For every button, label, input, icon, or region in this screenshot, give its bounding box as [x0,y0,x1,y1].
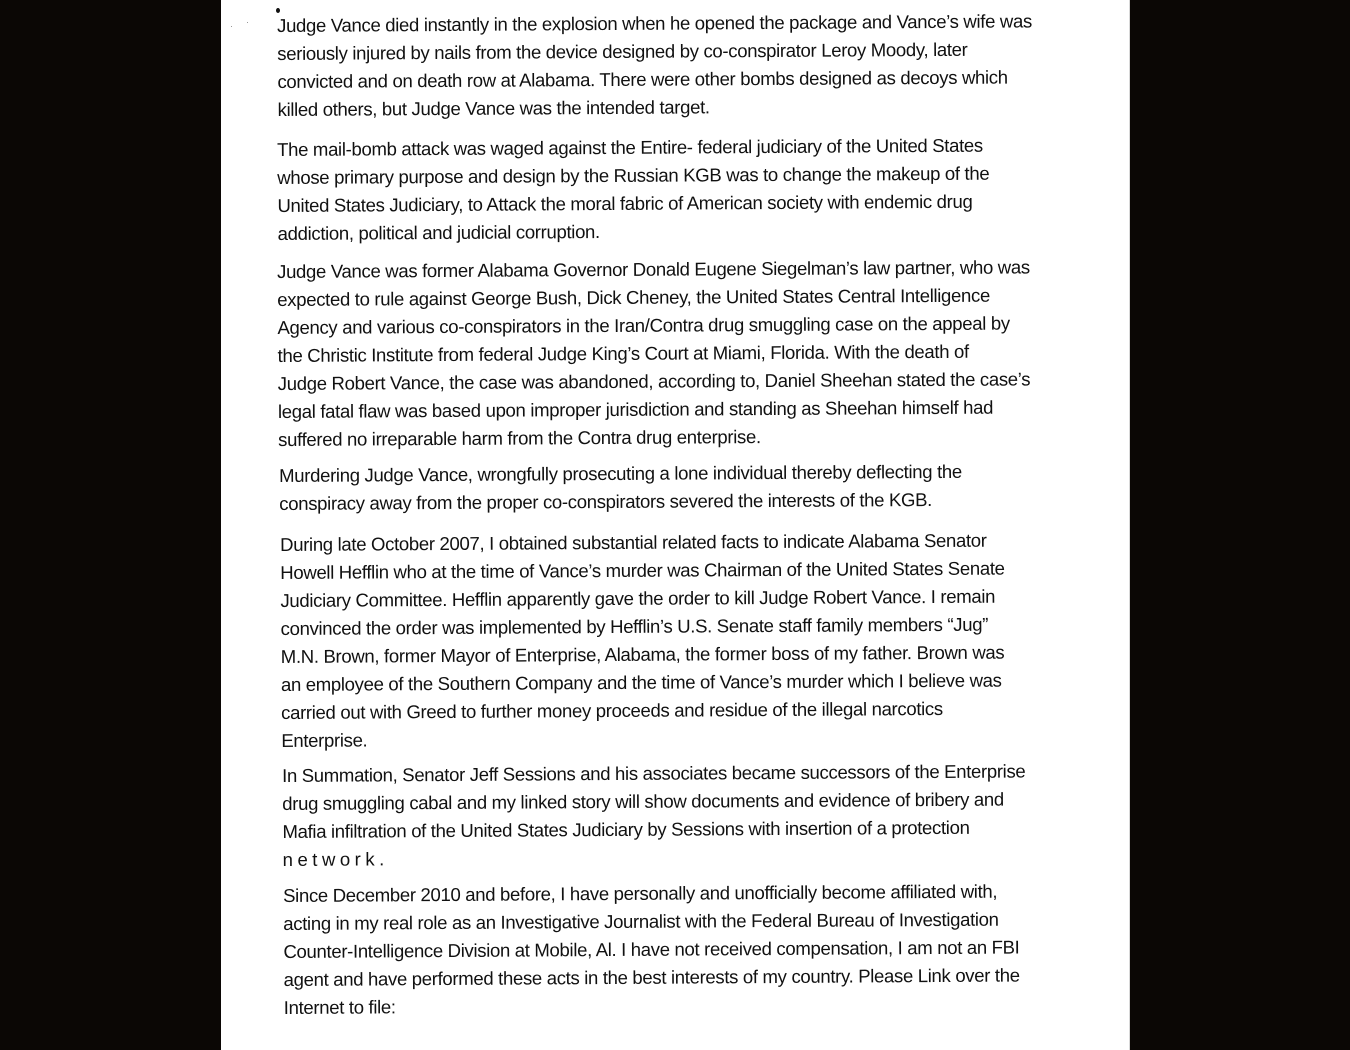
spread-letter: r [354,848,361,870]
text-line: convinced the order was implemented by Hefflin’s U.S. Senate staff family members “Jug” [280,613,989,639]
document-page [221,0,1130,1050]
text-line: During late October 2007, I obtained substantial related facts to indicate Alabama Senator [280,529,987,555]
spread-letter: e [297,848,308,870]
paragraph-murdering [279,458,962,518]
text-line: killed others, but Judge Vance was the intended target. [277,96,710,120]
text-line: United States Judiciary, to Attack the moral fabric of American society with endemic drug [277,190,973,216]
text-line: Since December 2010 and before, I have personally and unofficially become affiliated with, [283,880,998,906]
paragraph-hefflin [280,527,1006,755]
spread-letter: o [339,848,350,870]
scan-speck [231,26,232,27]
text-line: The mail-bomb attack was waged against the Entire- federal judiciary of the United States [277,134,983,160]
text-line: seriously injured by nails from the device designed by co-conspirator Leroy Moody, later [277,38,968,64]
text-line: M.N. Brown, former Mayor of Enterprise, Alabama, the former boss of my father. Brown was [280,641,1005,667]
spread-letter: . [379,848,384,870]
text-line: acting in my real role as an Investigative Journalist with the Federal Bureau of Investigation [283,908,999,934]
spread-letter: t [312,848,318,870]
text-line: Murdering Judge Vance, wrongfully prosecuting a lone individual thereby deflecting the [279,460,962,486]
text-line: suffered no irreparable harm from the Contra drug enterprise. [278,426,761,450]
text-line: Counter-Intelligence Division at Mobile, Al. I have not received compensation, I am not an FBI [283,936,1020,962]
text-line: Mafia infiltration of the United States Judiciary by Sessions with insertion of a protection [282,816,970,842]
scan-speck [247,22,248,23]
text-line: convicted and on death row at Alabama. There were other bombs designed as decoys which [277,66,1008,92]
text-line: legal fatal flaw was based upon improper jurisdiction and standing as Sheehan himself had [277,396,994,422]
text-line: an employee of the Southern Company and the time of Vance’s murder which I believe was [280,669,1002,695]
text-line: agent and have performed these acts in the best interests of my country. Please Link over the [283,964,1020,990]
text-line: addiction, political and judicial corruption. [277,221,600,244]
text-line: Internet to file: [283,996,396,1018]
text-line: Enterprise. [281,729,368,751]
text-line: Judge Robert Vance, the case was abandoned, according to, Daniel Sheehan stated the case’s [277,368,1031,394]
paragraph-bombing [277,7,1032,124]
text-line: Judge Vance died instantly in the explosion when he opened the package and Vance’s wife was [277,10,1032,36]
paragraph-summation [282,757,1081,874]
text-line: whose primary purpose and design by the Russian KGB was to change the makeup of the [277,162,990,188]
paragraph-mail-bomb [277,132,990,248]
text-line: conspiracy away from the proper co-conspirators severed the interests of the KGB. [279,489,933,514]
spread-letter: k [365,848,375,870]
text-line: Howell Hefflin who at the time of Vance’s murder was Chairman of the United States Senate [280,557,1005,583]
text-line: expected to rule against George Bush, Dick Cheney, the United States Central Intelligence [277,284,990,310]
paragraph-fbi [283,878,1020,1022]
text-line: the Christic Institute from federal Judge King’s Court at Miami, Florida. With the death of [277,340,969,366]
spread-letter: w [321,848,336,870]
spread-letter: n [282,848,293,870]
text-line: Agency and various co-conspirators in the Iran/Contra drug smuggling case on the appeal by [277,312,1010,338]
spread-word-network [283,841,1081,874]
text-line: drug smuggling cabal and my linked story will show documents and evidence of bribery and [282,788,1004,814]
paragraph-siegelman [277,253,1031,454]
text-line: Judiciary Committee. Hefflin apparently gave the order to kill Judge Robert Vance. I remain [280,585,996,611]
text-line: Judge Vance was former Alabama Governor Donald Eugene Siegelman’s law partner, who was [277,256,1030,282]
text-line: In Summation, Senator Jeff Sessions and his associates became successors of the Enterprise [282,760,1026,786]
text-line: carried out with Greed to further money proceeds and residue of the illegal narcotics [281,697,943,723]
